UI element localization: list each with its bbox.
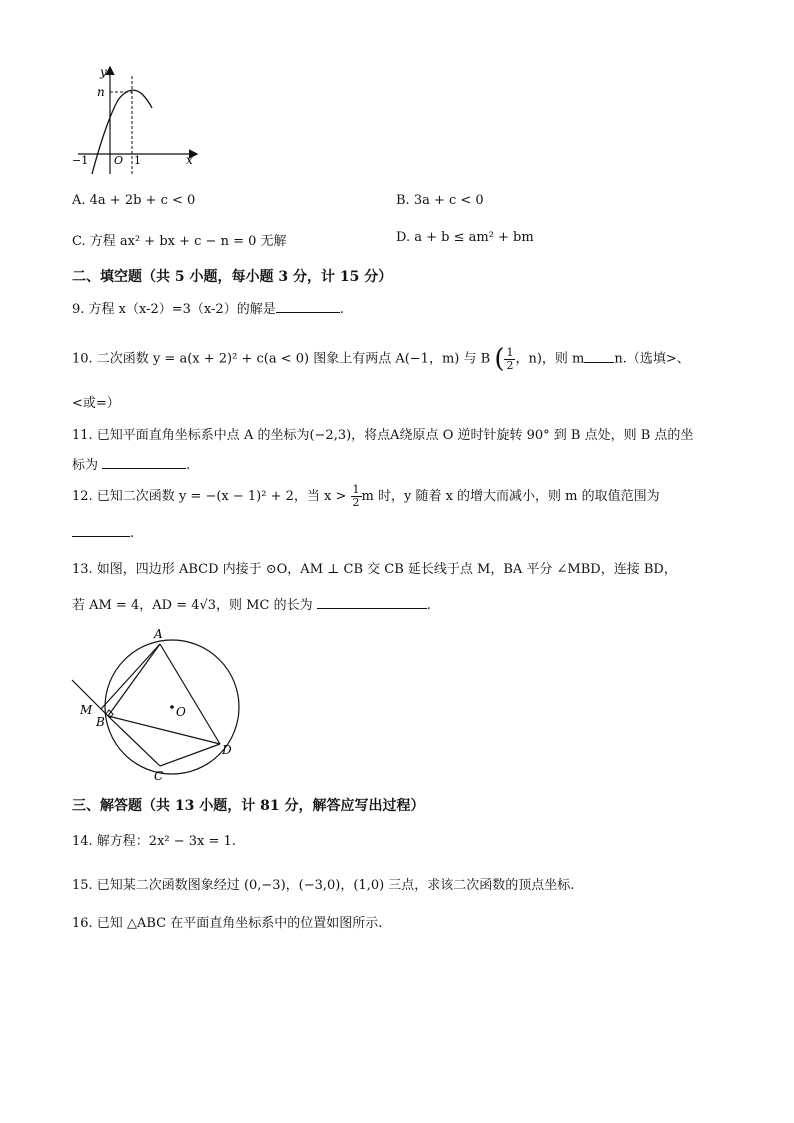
center-dot	[170, 705, 174, 709]
q10-line2: <或=）	[72, 396, 120, 411]
q12-frac-num: 1	[352, 483, 360, 496]
label-b: B	[96, 715, 105, 729]
q10-line1	[72, 344, 690, 374]
q13-line1: 13. 如图，四边形 ABCD 内接于 ⊙O，AM ⊥ CB 交 CB 延长线于点 M，BA 平分 ∠MBD，连接 BD，	[72, 562, 677, 577]
option-d: D. a + b ≤ am² + bm	[396, 230, 534, 245]
circle-figure	[68, 624, 248, 784]
label-a: A	[154, 627, 163, 641]
section2-heading: 二、填空题（共 5 小题，每小题 3 分，计 15 分）	[72, 269, 393, 285]
q15: 15. 已知某二次函数图象经过 (0,−3)，(−3,0)，(1,0) 三点，求该二次函数的顶点坐标.	[72, 878, 575, 893]
q9	[72, 298, 344, 317]
q9-blank	[276, 312, 340, 313]
q12-text-b: m 时，y 随着 x 的增大而减小，则 m 的取值范围为	[361, 489, 660, 504]
q12-line1	[72, 484, 660, 509]
section3-heading: 三、解答题（共 13 小题，计 81 分，解答应写出过程）	[72, 798, 425, 814]
q12-frac-den: 2	[352, 496, 360, 509]
q12-text-a: 12. 已知二次函数 y = −(x − 1)² + 2，当 x >	[72, 489, 347, 504]
q13-blank	[317, 608, 427, 609]
label-o: O	[114, 154, 124, 167]
q12-line2	[72, 526, 134, 541]
q13-end: .	[426, 598, 431, 613]
label-o: O	[176, 705, 186, 719]
q11-text: 标为	[72, 458, 99, 473]
label-n: n	[97, 85, 105, 99]
q9-end: .	[339, 302, 344, 317]
q12-fraction	[351, 484, 362, 509]
label-1: 1	[134, 154, 141, 167]
q11-end: .	[186, 458, 191, 473]
q10-fraction	[504, 347, 515, 372]
line-cd	[160, 744, 220, 766]
q11-line2	[72, 454, 190, 473]
q10-frac-num: 1	[506, 345, 514, 359]
q10-text-b: ，n)，则 m	[515, 351, 585, 367]
label-m: M	[80, 703, 93, 717]
option-c: C. 方程 ax² + bx + c − n = 0 无解	[72, 234, 287, 249]
option-a: A. 4a + 2b + c < 0	[72, 193, 196, 208]
line-bc	[108, 716, 160, 766]
label-d: D	[222, 743, 232, 757]
q10-text-a: 10. 二次函数 y = a(x + 2)² + c(a < 0) 图象上有两点 A(−1，m) 与 B	[72, 351, 491, 367]
label-y: y	[100, 65, 107, 79]
q12-end: .	[130, 526, 135, 541]
q14: 14. 解方程：2x² − 3x = 1.	[72, 834, 236, 849]
q10-blank	[584, 362, 614, 363]
q10-paren-open: (	[494, 344, 505, 374]
q10-frac-den: 2	[506, 358, 514, 372]
q12-blank	[72, 536, 130, 537]
q9-text: 9. 方程 x（x-2）=3（x-2）的解是	[72, 302, 276, 317]
line-ab	[108, 644, 160, 716]
label-neg1: −1	[72, 154, 89, 167]
q16: 16. 已知 △ABC 在平面直角坐标系中的位置如图所示.	[72, 916, 383, 931]
q11-line1: 11. 已知平面直角坐标系中点 A 的坐标为(−2,3)，将点A绕原点 O 逆时针旋转 90° 到 B 点处，则 B 点的坐	[72, 428, 694, 443]
line-bd	[108, 716, 220, 744]
option-b: B. 3a + c < 0	[396, 193, 484, 208]
q10-text-c: n.（选填>、	[614, 351, 690, 367]
label-x: x	[186, 153, 193, 167]
label-c: C	[154, 769, 164, 783]
q11-blank	[102, 468, 186, 469]
q13-line2	[72, 594, 431, 613]
parabola-figure	[68, 62, 208, 180]
line-ad	[160, 644, 220, 744]
q13-text: 若 AM = 4，AD = 4√3，则 MC 的长为	[72, 598, 313, 613]
